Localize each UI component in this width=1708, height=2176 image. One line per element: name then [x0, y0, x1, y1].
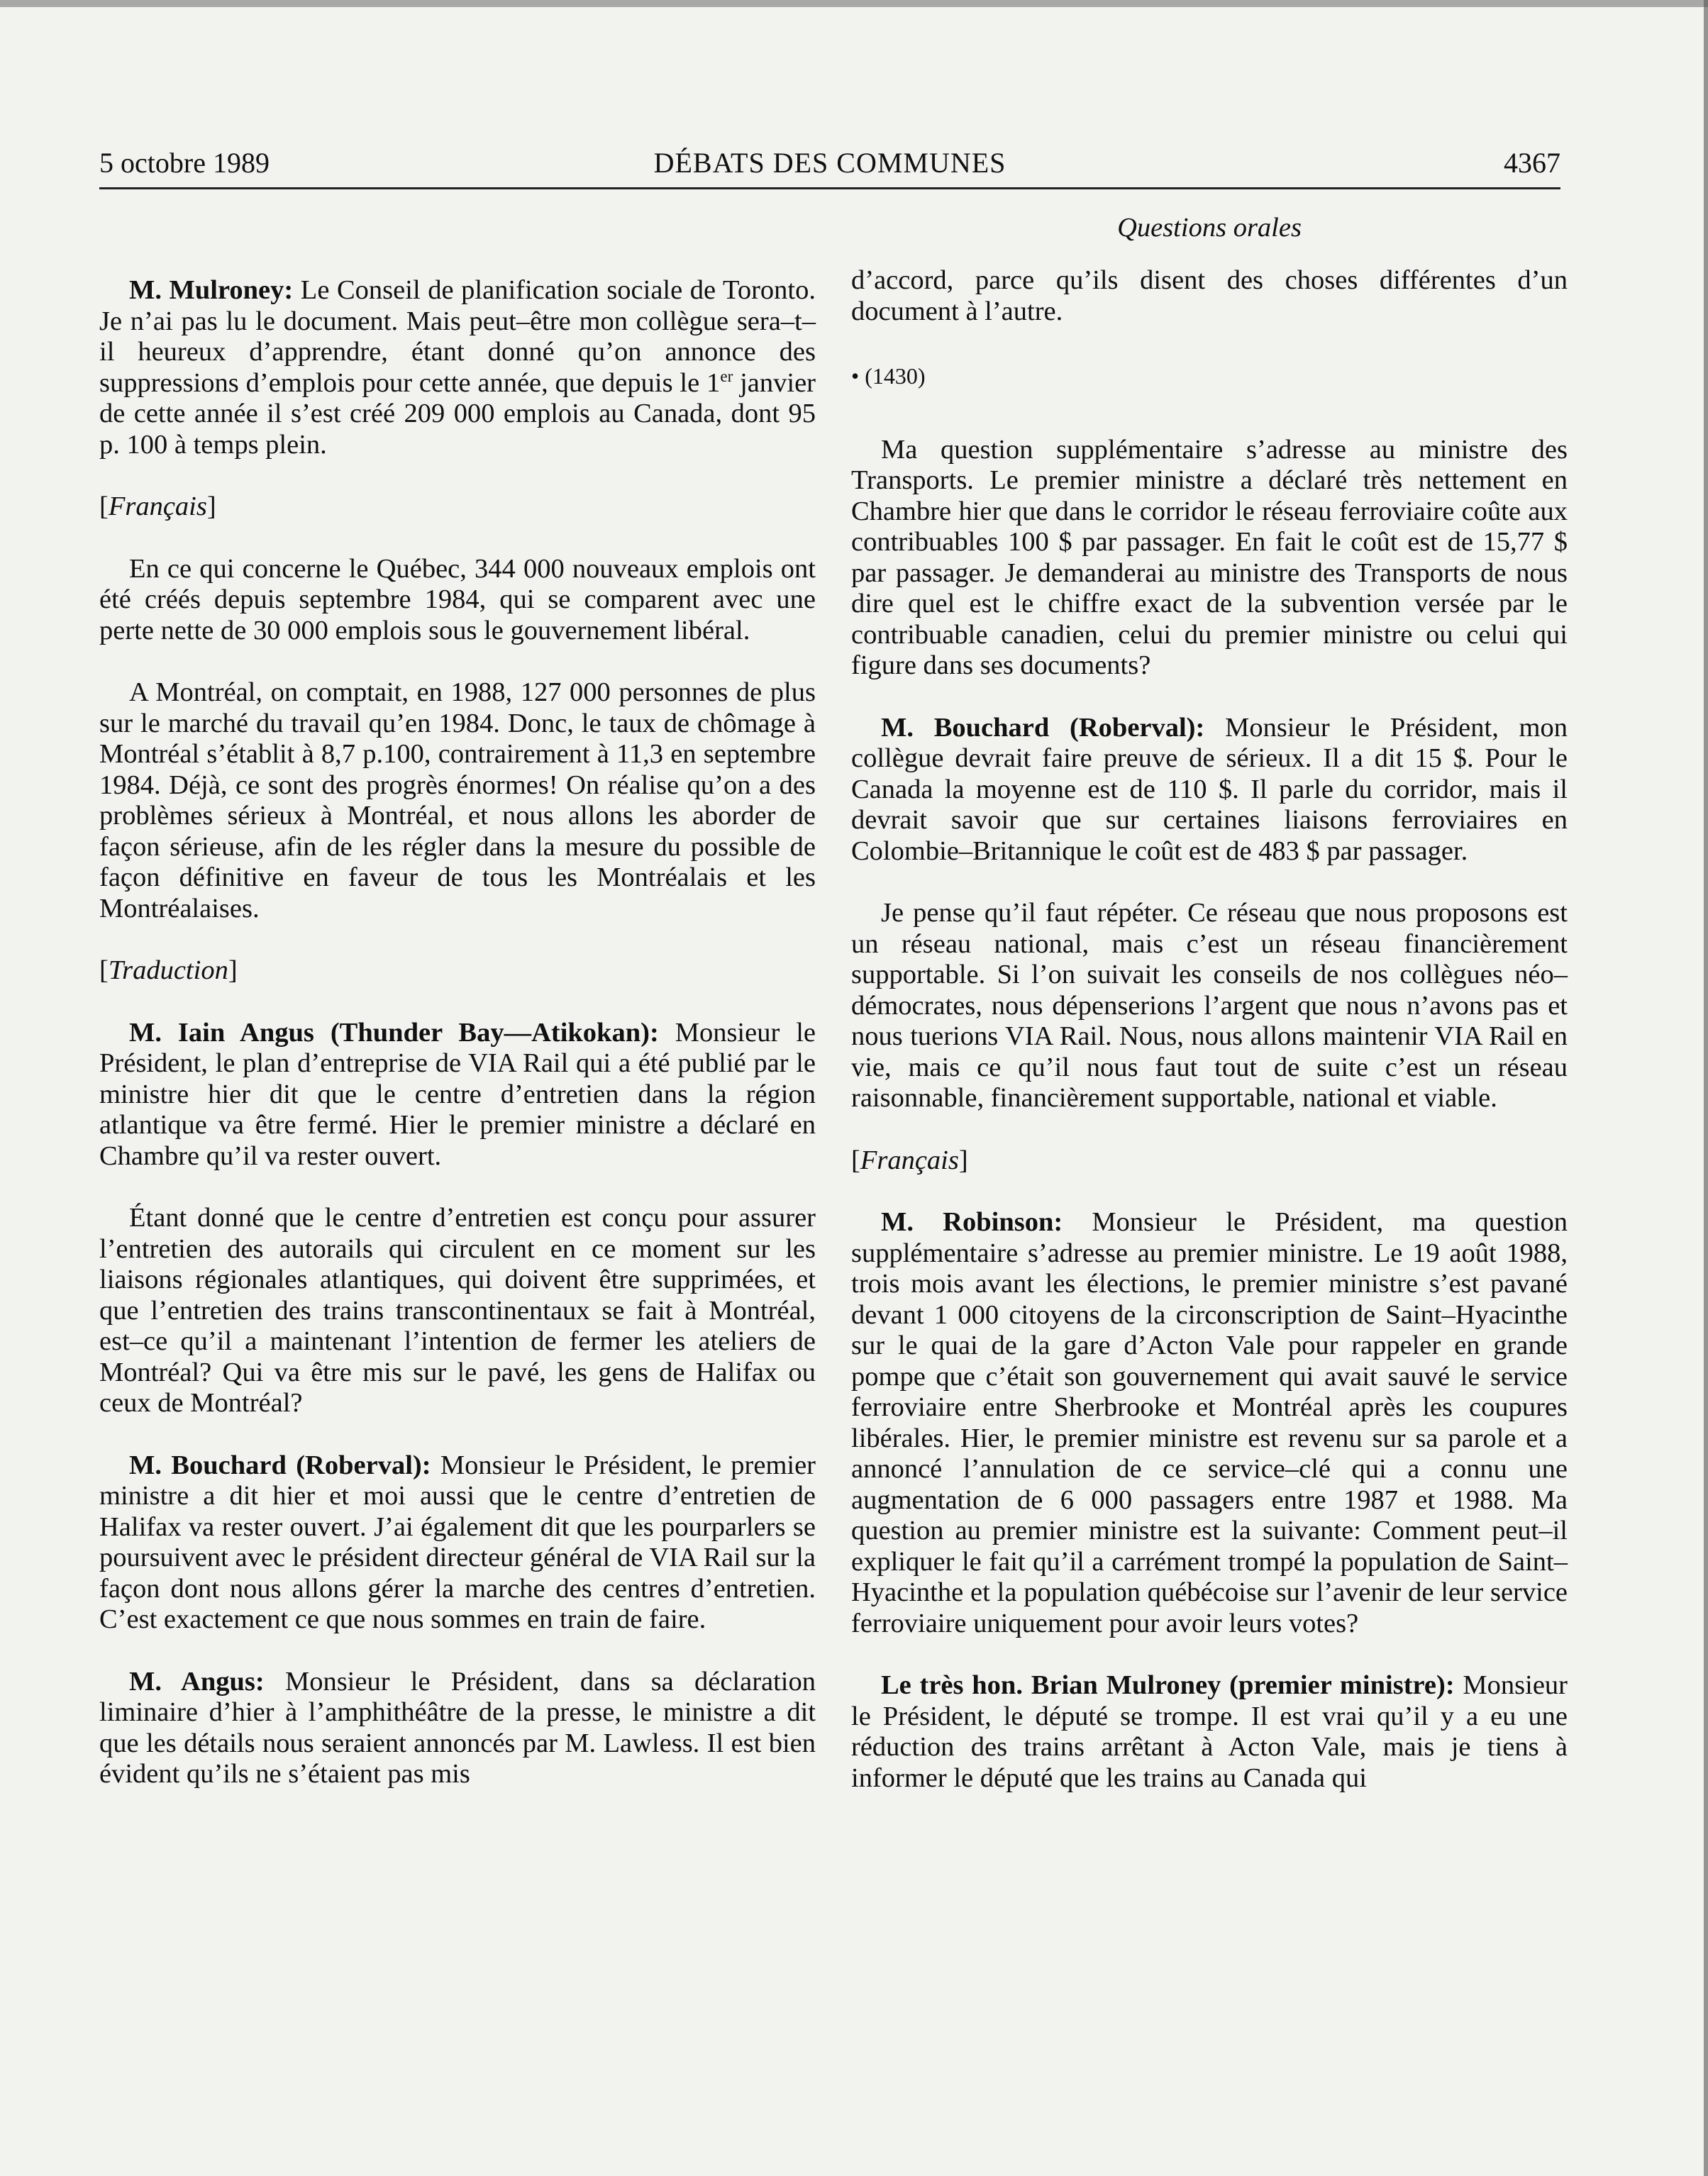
paragraph-mulroney-1 [99, 275, 816, 460]
scan-edge-right [1704, 0, 1708, 2176]
speaker-name: M. Angus: [129, 1666, 265, 1697]
time-marker: • (1430) [851, 363, 926, 389]
speaker-name: M. Bouchard (Roberval): [129, 1450, 431, 1480]
right-column [851, 213, 1568, 1825]
paragraph-robinson [851, 1207, 1568, 1639]
speaker-name: M. Mulroney: [129, 275, 294, 305]
paragraph-reseau-national: Je pense qu’il faut répéter. Ce réseau que nous proposons est un réseau national, mais c’est un réseau financièrement supportable. Si l’on suivait les conseils de nos collègues néo–démocrates, nous dépenserions l’argent que nous n’avons pas et nous tuerions VIA Rail. Nous, nous allons maintenir VIA Rail en vie, mais ce qu’il nous faut tout de suite c’est un réseau raisonnable, financièrement supportable, national et viable. [851, 898, 1568, 1113]
paragraph-text: Monsieur le Président, le plan d’entreprise de VIA Rail qui a été publié par le ministre hier dit que le centre d’entretien dans la région atlantique va être fermé. Hier le premier ministre a déclaré en Chambre qu’il va rester ouvert. [99, 1017, 816, 1171]
paragraph-mulroney-2 [851, 1670, 1568, 1794]
language-marker-traduction: [Traduction] [99, 955, 238, 985]
superscript: er [720, 366, 733, 385]
speaker-name: M. Bouchard (Roberval): [881, 712, 1205, 743]
paragraph-text: janvier de cette année il s’est créé 209 000 emplois au Canada, dont 95 p. 100 à temps plein. [99, 367, 816, 460]
speaker-name: M. Iain Angus (Thunder Bay—Atikokan): [129, 1017, 659, 1048]
paragraph-text: Monsieur le Président, le député se trompe. Il est vrai qu’il y a eu une réduction des trains arrêtant à Acton Vale, mais je tiens à informer le député que les trains au Canada qui [851, 1670, 1568, 1793]
paragraph-bouchard-1 [99, 1450, 816, 1636]
paragraph-quebec: En ce qui concerne le Québec, 344 000 nouveaux emplois ont été créés depuis septembre 1984, qui se comparent avec une perte nette de 30 000 emplois sous le gouvernement libéral. [99, 553, 816, 645]
scan-edge-top [0, 0, 1708, 7]
language-label: Français [108, 492, 207, 521]
paragraph-bouchard-2 [851, 713, 1568, 867]
paragraph-angus-1 [99, 1018, 816, 1172]
header-page-number: 4367 [1504, 147, 1560, 179]
paragraph-angus-2 [99, 1667, 816, 1790]
paragraph-text: Monsieur le Président, le premier ministre a dit hier et moi aussi que le centre d’entretien de Halifax va rester ouvert. J’ai également dit que les pourparlers se poursuivent avec le président directeur général de VIA Rail sur la façon dont nous allons gérer la marche des centres d’entretien. C’est exactement ce que nous sommes en train de faire. [99, 1450, 816, 1634]
paragraph-text: Monsieur le Président, mon collègue devrait faire preuve de sérieux. Il a dit 15 $. Pour le Canada la moyenne est de 110 $. Il parle du corridor, mais il devrait savoir que sur certaines liaisons ferroviaires en Colombie–Britannique le coût est de 483 $ par passager. [851, 712, 1568, 866]
paragraph-continuation: d’accord, parce qu’ils disent des choses différentes d’un document à l’autre. [851, 265, 1568, 326]
language-marker-francais: [Français] [851, 1145, 968, 1175]
left-column [99, 213, 816, 1821]
speaker-name: M. Robinson: [881, 1207, 1063, 1237]
language-label: Traduction [108, 955, 228, 985]
header-date: 5 octobre 1989 [99, 147, 270, 179]
section-title: Questions orales [1117, 213, 1302, 243]
paragraph-centre-entretien: Étant donné que le centre d’entretien est conçu pour assurer l’entretien des autorails qui circulent en ce moment sur les liaisons régionales atlantiques, qui doivent être supprimées, et que l’entretien des trains transcontinentaux se fait à Montréal, est–ce qu’il a maintenant l’intention de fermer les ateliers de Montréal? Qui va être mis sur le pavé, les gens de Halifax ou ceux de Montréal? [99, 1203, 816, 1418]
column-top-spacer [99, 213, 816, 275]
paragraph-question-transports: Ma question supplémentaire s’adresse au ministre des Transports. Le premier ministre a déclaré très nettement en Chambre hier que dans le corridor le réseau ferroviaire coûte aux contribuables 100 $ par passager. En fait le coût est de 15,77 $ par passager. Je demanderai au ministre des Transports de nous dire quel est le chiffre exact de la subvention versée par le contribuable canadien, celui du premier ministre ou celui qui figure dans ses documents? [851, 434, 1568, 680]
language-label: Français [860, 1145, 959, 1175]
paragraph-text: Monsieur le Président, dans sa déclaration liminaire d’hier à l’amphithéâtre de la presse, le ministre a dit que les détails nous seraient annoncés par M. Lawless. Il est bien évident qu’ils ne s’étaient pas mis [99, 1666, 816, 1789]
header-title: DÉBATS DES COMMUNES [653, 147, 1006, 179]
paragraph-montreal: A Montréal, on comptait, en 1988, 127 000 personnes de plus sur le marché du travail qu’en 1984. Donc, le taux de chômage à Montréal s’établit à 8,7 p.100, contrairement à 11,3 en septembre 1984. Déjà, ce sont des progrès énormes! On réalise qu’on a des problèmes sérieux à Montréal, et nous allons les aborder de façon sérieuse, afin de les régler dans la mesure du possible de façon définitive en faveur de tous les Montréalais et les Montréalaises. [99, 677, 816, 923]
language-marker-francais: [Français] [99, 492, 216, 521]
running-header [99, 142, 1560, 189]
paragraph-text: Le Conseil de planification sociale de Toronto. Je n’ai pas lu le document. Mais peut–être mon collègue sera–t–il heureux d’apprendre, étant donné qu’on annonce des suppressions d’emplois pour cette année, que depuis le 1 [99, 275, 816, 398]
speaker-name: Le très hon. Brian Mulroney (premier ministre): [881, 1670, 1455, 1700]
paragraph-text: Monsieur le Président, ma question supplémentaire s’adresse au premier ministre. Le 19 août 1988, trois mois avant les élections, le premier ministre s’est pavané devant 1 000 citoyens de la circonscription de Saint–Hyacinthe sur le quai de la gare d’Acton Vale pour rappeler en grande pompe que c’était son gouvernement qui avait sauvé le service ferroviaire entre Sherbrooke et Montréal après les coupures libérales. Hier, le premier ministre est revenu sur sa parole et a annoncé l’annulation de ce service–clé qui a connu une augmentation de 6 000 passagers entre 1987 et 1988. Ma question au premier ministre est la suivante: Comment peut–il expliquer le fait qu’il a carrément trompé la population de Saint–Hyacinthe et la population québécoise sur l’avenir de leur service ferroviaire uniquement pour avoir leurs votes? [851, 1207, 1568, 1638]
